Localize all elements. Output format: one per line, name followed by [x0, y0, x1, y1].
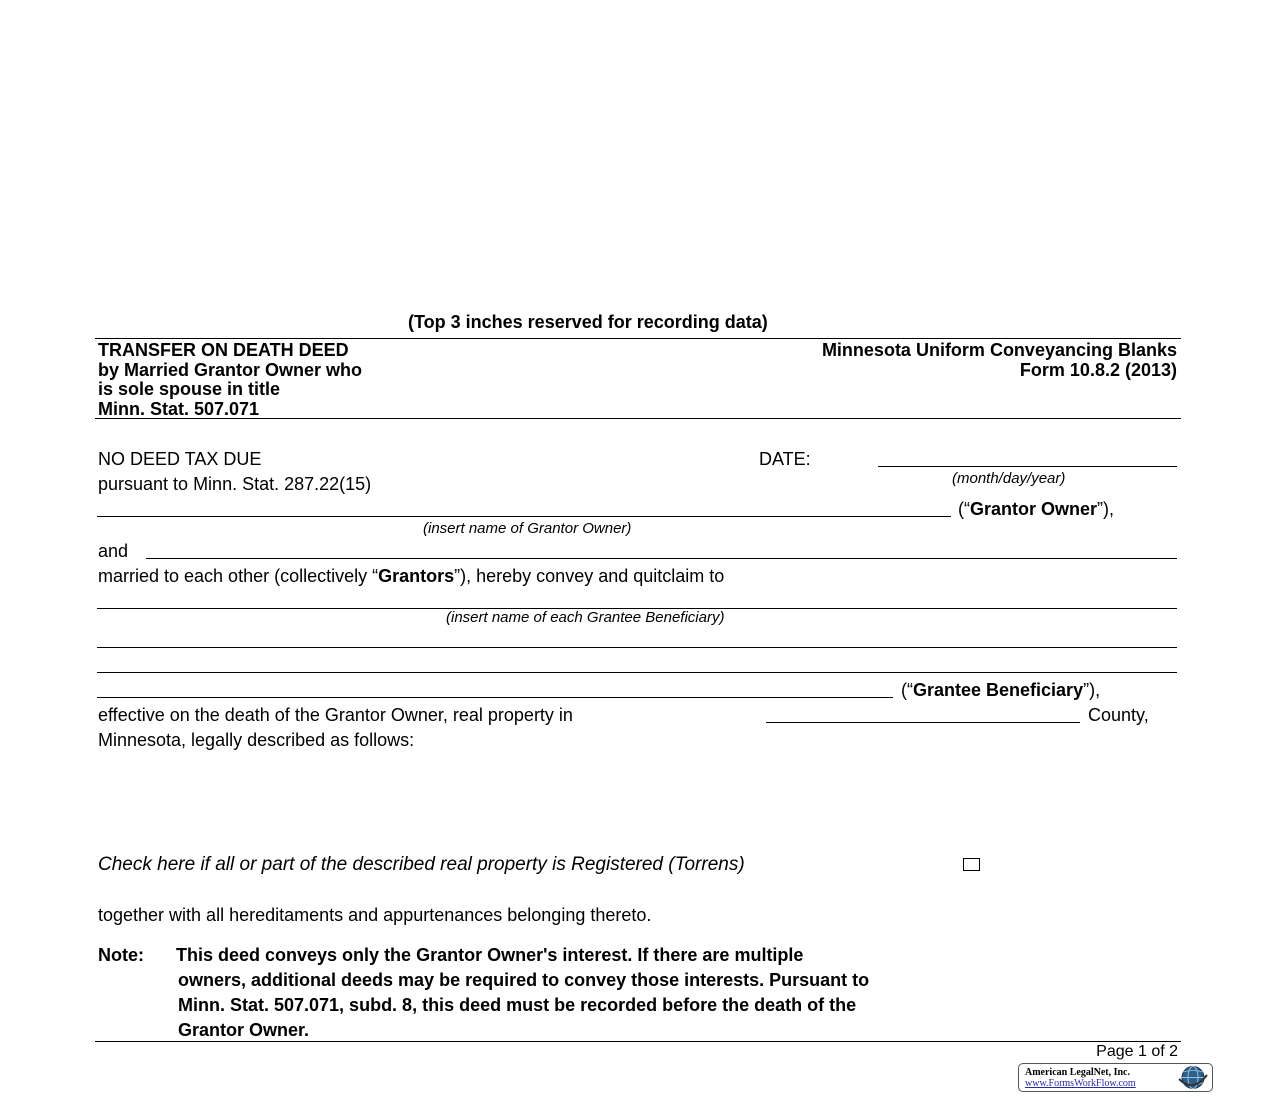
grantee-beneficiary-label	[901, 680, 1100, 701]
logo-name: American LegalNet, Inc.	[1025, 1067, 1130, 1078]
title-line: by Married Grantor Owner who	[98, 359, 363, 380]
note-line: Minn. Stat. 507.071, subd. 8, this deed must be recorded before the death of the	[178, 995, 857, 1015]
grantee-field-2[interactable]	[97, 647, 1177, 648]
header-divider	[95, 418, 1181, 419]
grantee-field-3[interactable]	[97, 672, 1177, 673]
bottom-divider	[95, 1041, 1181, 1042]
grantor-owner-label	[958, 499, 1114, 520]
grantee-field-4[interactable]	[97, 697, 893, 698]
note-line: This deed conveys only the Grantor Owner's interest. If there are multiple	[176, 945, 804, 965]
form-identifier	[822, 341, 1177, 380]
title-line: is sole spouse in title	[98, 379, 281, 399]
date-field[interactable]	[878, 466, 1177, 467]
note-line: owners, additional deeds may be required to convey those interests. Pursuant to	[178, 970, 870, 990]
page-number: Page 1 of 2	[1096, 1043, 1178, 1060]
torrens-label: Check here if all or part of the described real property is Registered (Torrens)	[98, 854, 745, 875]
date-label: DATE:	[759, 449, 811, 469]
married-post: ”), hereby convey and quitclaim to	[454, 566, 725, 586]
effective-clause: effective on the death of the Grantor Owner, real property in	[98, 705, 573, 725]
globe-icon	[1176, 1065, 1210, 1090]
tax-statute: pursuant to Minn. Stat. 287.22(15)	[98, 474, 372, 494]
title-line: Minn. Stat. 507.071	[98, 398, 260, 419]
form-line: Form 10.8.2 (2013)	[1019, 359, 1177, 380]
deed-title	[98, 341, 362, 419]
no-deed-tax: NO DEED TAX DUE	[98, 449, 262, 469]
legal-description-intro: Minnesota, legally described as follows:	[98, 730, 415, 750]
grantee-hint: (insert name of each Grantee Beneficiary)	[446, 609, 725, 626]
grantors-term: Grantors	[378, 566, 455, 586]
date-hint: (month/day/year)	[952, 470, 1066, 487]
grantor-owner-hint: (insert name of Grantor Owner)	[423, 520, 632, 537]
torrens-checkbox[interactable]	[963, 858, 980, 871]
county-field[interactable]	[766, 722, 1080, 723]
grantor-owner-term: Grantor Owner	[970, 499, 1098, 519]
form-line: Minnesota Uniform Conveyancing Blanks	[821, 340, 1177, 360]
reserved-note: (Top 3 inches reserved for recording data)	[408, 312, 768, 332]
publisher-logo[interactable]	[1018, 1063, 1213, 1092]
married-clause	[98, 566, 724, 587]
quote-close: ”),	[1097, 499, 1115, 519]
county-label: County,	[1088, 705, 1149, 725]
grantee-beneficiary-term: Grantee Beneficiary	[913, 680, 1084, 700]
title-line: TRANSFER ON DEATH DEED	[98, 340, 349, 360]
note-label: Note:	[98, 945, 144, 965]
spouse-name-field[interactable]	[146, 558, 1177, 559]
note-line: Grantor Owner.	[178, 1020, 310, 1040]
quote-close: ”),	[1083, 680, 1101, 700]
together-clause: together with all hereditaments and appurtenances belonging thereto.	[98, 905, 652, 925]
logo-url[interactable]: www.FormsWorkFlow.com	[1025, 1078, 1136, 1089]
and-label: and	[98, 541, 129, 561]
quote-open: (“	[901, 680, 913, 700]
top-divider	[95, 338, 1181, 339]
married-pre: married to each other (collectively “	[98, 566, 379, 586]
grantor-owner-field[interactable]	[97, 516, 951, 517]
quote-open: (“	[958, 499, 970, 519]
